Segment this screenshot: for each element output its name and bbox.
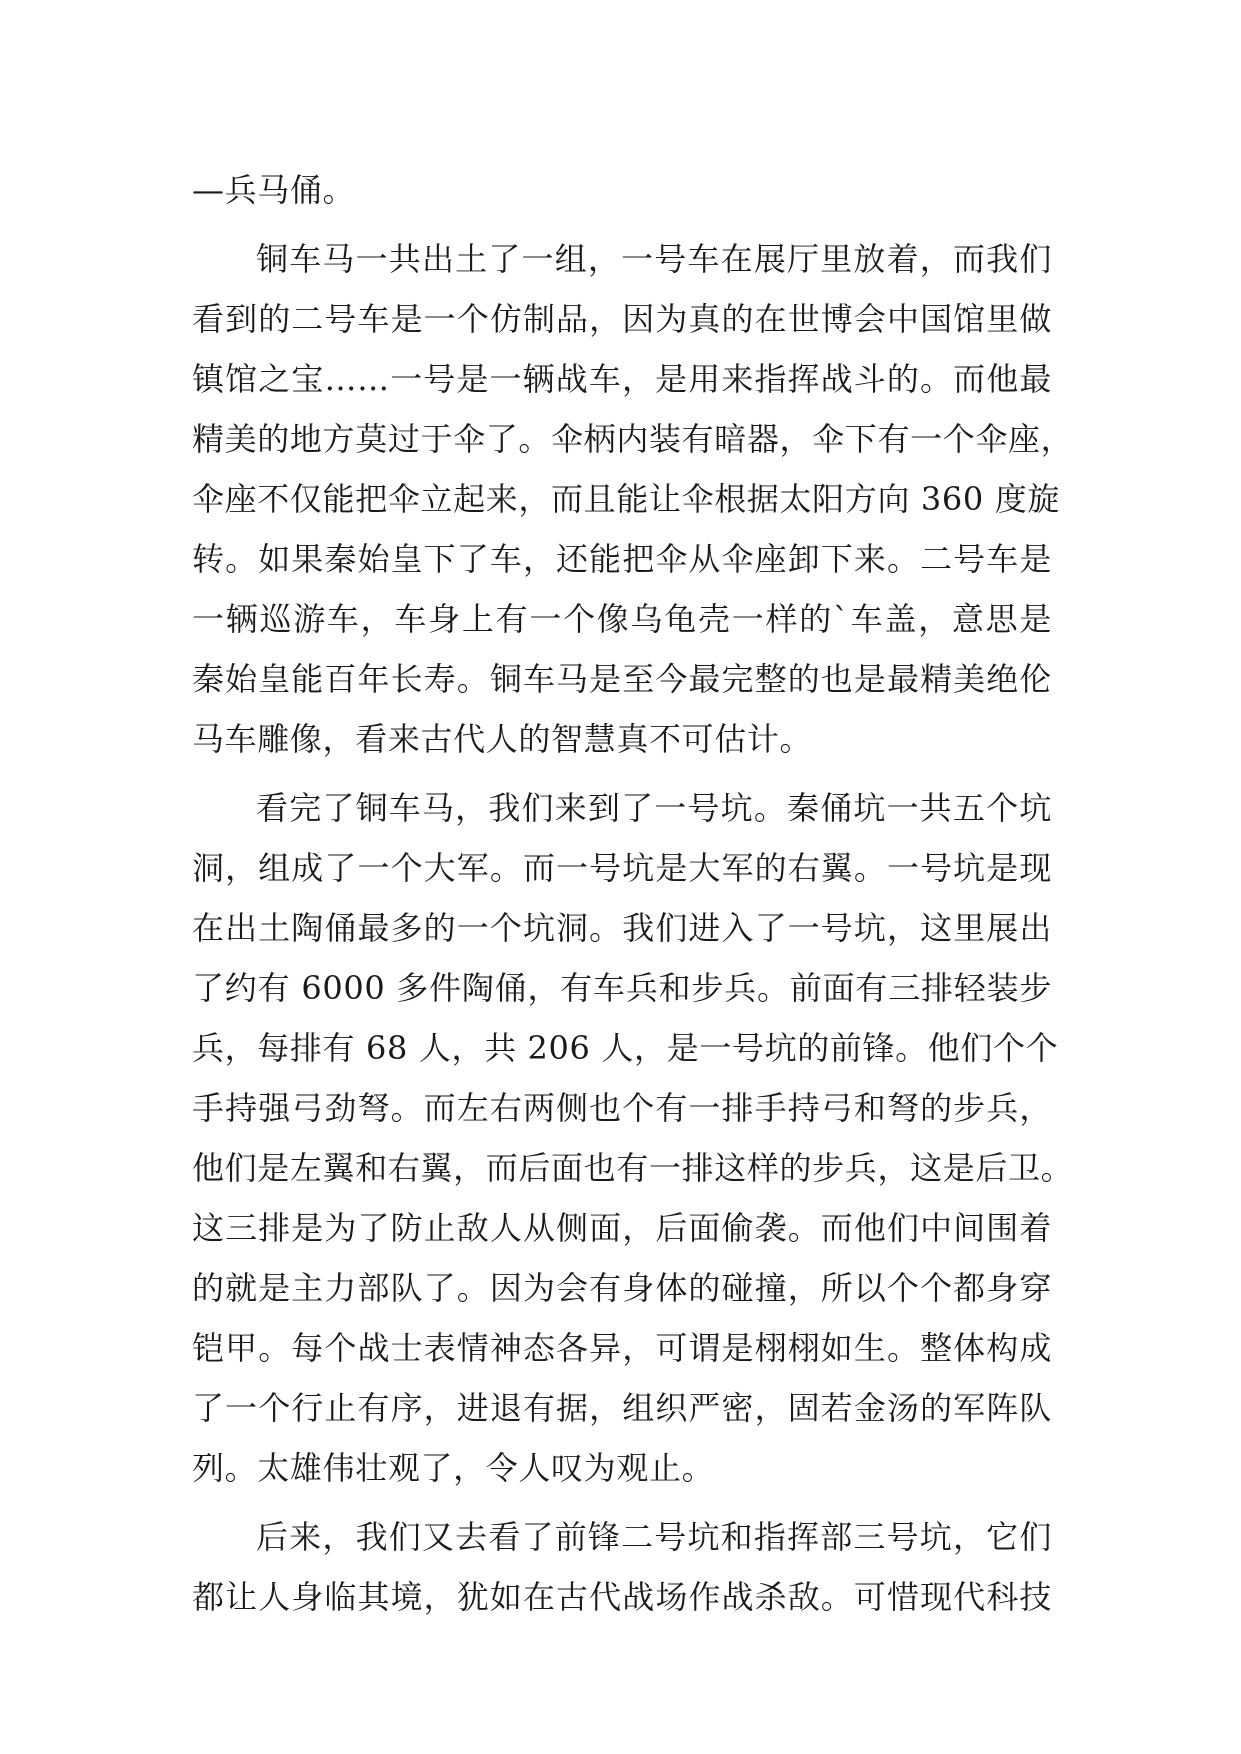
text-line: 看到的二号车是一个仿制品，因为真的在世博会中国馆里做	[192, 300, 1052, 338]
text-line: 列。太雄伟壮观了，令人叹为观止。	[192, 1449, 715, 1487]
text-line: 转。如果秦始皇下了车，还能把伞从伞座卸下来。二号车是	[192, 540, 1052, 578]
text-line: 精美的地方莫过于伞了。伞柄内装有暗器，伞下有一个伞座，	[192, 420, 1074, 458]
text-line: 铜车马一共出土了一组，一号车在展厅里放着，而我们	[256, 240, 1052, 278]
text-line: 后来，我们又去看了前锋二号坑和指挥部三号坑，它们	[256, 1518, 1052, 1556]
text-line: 一辆巡游车，车身上有一个像乌龟壳一样的`车盖，意思是	[192, 600, 1052, 638]
paragraph-0	[192, 160, 1052, 220]
paragraph-gap	[192, 1498, 1052, 1507]
text-line: 了一个行止有序，进退有据，组织严密，固若金汤的军阵队	[192, 1389, 1052, 1427]
text-line: 兵，每排有 68 人，共 206 人，是一号坑的前锋。他们个个	[192, 1029, 1059, 1067]
paragraph-3	[192, 1507, 1052, 1627]
text-line: 手持强弓劲弩。而左右两侧也个有一排手持弓和弩的步兵，	[192, 1089, 1052, 1127]
text-line: 伞座不仅能把伞立起来，而且能让伞根据太阳方向 360 度旋	[192, 480, 1060, 518]
text-line: 的就是主力部队了。因为会有身体的碰撞，所以个个都身穿	[192, 1269, 1052, 1307]
text-line: 秦始皇能百年长寿。铜车马是至今最完整的也是最精美绝伦	[192, 660, 1052, 698]
text-line: 看完了铜车马，我们来到了一号坑。秦俑坑一共五个坑	[256, 789, 1052, 827]
text-line: 这三排是为了防止敌人从侧面，后面偷袭。而他们中间围着	[192, 1209, 1052, 1247]
text-line: 都让人身临其境，犹如在古代战场作战杀敌。可惜现代科技	[192, 1578, 1052, 1616]
text-line: 铠甲。每个战士表情神态各异，可谓是栩栩如生。整体构成	[192, 1329, 1052, 1367]
text-line: —兵马俑。	[192, 171, 356, 209]
text-line: 洞，组成了一个大军。而一号坑是大军的右翼。一号坑是现	[192, 849, 1052, 887]
paragraph-2	[192, 778, 1074, 1498]
text-line: 镇馆之宝……一号是一辆战车，是用来指挥战斗的。而他最	[192, 360, 1052, 398]
paragraph-1	[192, 229, 1074, 769]
paragraph-gap	[192, 220, 1052, 229]
text-line: 马车雕像，看来古代人的智慧真不可估计。	[192, 720, 813, 758]
document-page	[192, 160, 1074, 1627]
text-line: 了约有 6000 多件陶俑，有车兵和步兵。前面有三排轻装步	[192, 969, 1052, 1007]
text-line: 在出土陶俑最多的一个坑洞。我们进入了一号坑，这里展出	[192, 909, 1052, 947]
text-line: 他们是左翼和右翼，而后面也有一排这样的步兵，这是后卫。	[192, 1149, 1074, 1187]
paragraph-gap	[192, 769, 1052, 778]
